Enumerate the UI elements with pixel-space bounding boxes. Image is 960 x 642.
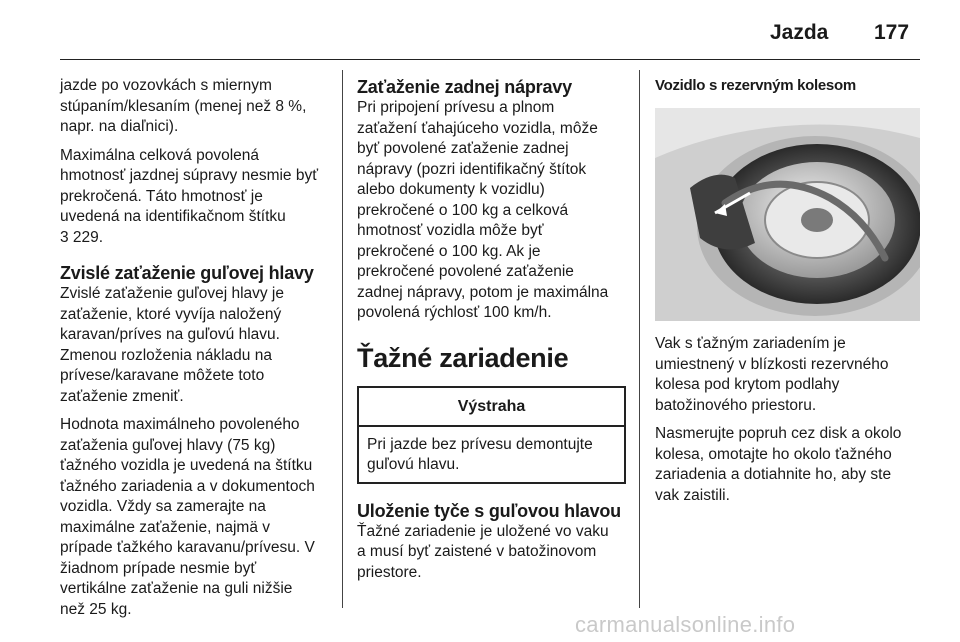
- hub-shape: [801, 208, 833, 232]
- heading-ball-bar-storage: Uloženie tyče s guľovou hlavou: [357, 500, 621, 521]
- paragraph-strap-instructions: Nasmerujte popruh cez disk a okolo kolesa, omotajte ho okolo ťažného zariadenia a dotiahnite ho, aby ste vak zaistili.: [655, 425, 902, 504]
- spare-wheel-illustration: [655, 108, 920, 321]
- heading-vertical-load: Zvislé zaťaženie guľovej hlavy: [60, 263, 314, 283]
- watermark: carmanualsonline.info: [575, 612, 796, 637]
- column-1: [60, 76, 328, 628]
- section-title: Jazda: [770, 21, 829, 44]
- max-weight-text: Maximálna celková povolená hmotnosť jazdnej súpravy nesmie byť prekročená. Táto hmotnosť je uvedená na identifikačnom štítku: [60, 146, 319, 225]
- heading-spare-wheel: Vozidlo s rezervným kolesom: [655, 77, 856, 94]
- column-divider-2: [639, 70, 640, 608]
- paragraph-max-weight: [60, 146, 328, 249]
- header-rule: [60, 59, 920, 60]
- column-divider-1: [342, 70, 343, 608]
- column-2: [357, 76, 625, 591]
- paragraph-bag-location: Vak s ťažným zariadením je umiestnený v blízkosti rezervného kolesa pod krytom podlahy batožinového priestoru.: [655, 335, 889, 414]
- warning-box: [357, 386, 626, 484]
- page-reference-link[interactable]: 3 229.: [60, 228, 104, 246]
- paragraph-gradient: jazde po vozovkách s miernym stúpaním/klesaním (menej než 8 %, napr. na diaľnici).: [60, 77, 307, 135]
- paragraph-max-ball-load: Hodnota maximálneho povoleného zaťaženia guľovej hlavy (75 kg) ťažného vozidla je uvedená na štítku ťažného zariadenia a v dokumentoch vozidla. Vždy sa zamerajte na maximálne zaťaženie, najmä v prípade ťažkého karavanu/prívesu. V žiadnom prípade nesmie byť vertikálne zaťaženie na guli nižšie než 25 kg.: [60, 416, 315, 618]
- paragraph-rear-axle-load: Pri pripojení prívesu a plnom zaťažení ťahajúceho vozidla, môže byť povolené zaťaženie zadnej nápravy (pozri identifikačný štítok alebo dokumenty k vozidlu) prekročené o 100 kg a celková hmotnosť vozidla môže byť prekročené o 100 kg. Ak je prekročené povolené zaťaženie zadnej nápravy, potom je maximálna povolená rýchlosť 100 km/h.: [357, 99, 609, 321]
- heading-towing-equipment: Ťažné zariadenie: [357, 342, 569, 373]
- heading-rear-axle-load: Zaťaženie zadnej nápravy: [357, 77, 572, 97]
- warning-title: Výstraha: [359, 388, 624, 427]
- paragraph-ball-bar-storage: Ťažné zariadenie je uložené vo vaku a musí byť zaistené v batožinovom priestore.: [357, 522, 609, 581]
- page-number: 177: [874, 21, 910, 44]
- page-header: [0, 0, 960, 60]
- spare-wheel-photo: [655, 108, 920, 321]
- warning-text: Pri jazde bez prívesu demontujte guľovú hlavu.: [367, 435, 593, 473]
- column-3: [655, 76, 923, 514]
- paragraph-vertical-load: Zvislé zaťaženie guľovej hlavy je zaťaženie, ktoré vyvíja naložený karavan/príves na guľovú hlavu. Zmenou rozloženia nákladu na prívese/karavane môžete toto zaťaženie zmeniť.: [60, 285, 285, 405]
